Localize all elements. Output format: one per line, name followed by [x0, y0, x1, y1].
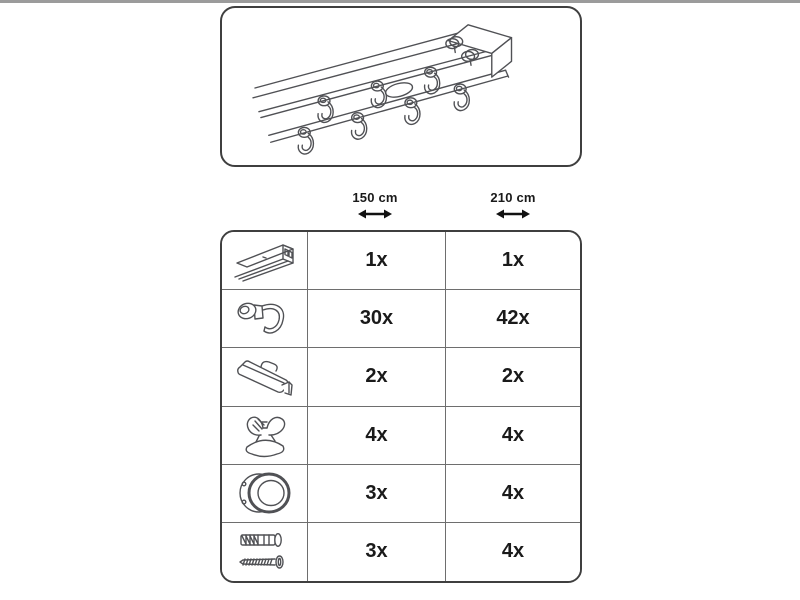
size-label-210: 210 cm [490, 190, 536, 205]
qty-cell-150: 3x [308, 465, 446, 523]
qty-cell-210: 42x [446, 290, 580, 348]
part-icon-cell [222, 290, 308, 348]
qty-cell-210: 2x [446, 348, 580, 406]
qty-cell-210: 1x [446, 232, 580, 290]
curtain-track-illustration [229, 13, 573, 161]
qty-cell-150: 4x [308, 407, 446, 465]
qty-cell-150: 3x [308, 523, 446, 581]
part-icon-cell [222, 465, 308, 523]
double-arrow-icon [496, 208, 530, 220]
part-icon-cell [222, 407, 308, 465]
qty-cell-150: 30x [308, 290, 446, 348]
qty-cell-210: 4x [446, 465, 580, 523]
qty-cell-210: 4x [446, 523, 580, 581]
ring-mount-icon [230, 467, 300, 519]
size-header-210 [444, 190, 582, 220]
part-icon-cell [222, 348, 308, 406]
top-edge-bar [0, 0, 800, 3]
part-icon-cell [222, 523, 308, 581]
part-icon-cell [222, 232, 308, 290]
size-header-150 [306, 190, 444, 220]
double-arrow-icon [358, 208, 392, 220]
end-cap-icon [230, 351, 300, 403]
glider-hook-icon [230, 293, 300, 345]
plug-screw-icon [230, 526, 300, 578]
qty-cell-150: 2x [308, 348, 446, 406]
wing-bracket-icon [230, 409, 300, 461]
rail-icon [230, 235, 300, 287]
qty-cell-150: 1x [308, 232, 446, 290]
parts-quantity-table [220, 230, 582, 583]
qty-cell-210: 4x [446, 407, 580, 465]
illustration-panel [220, 6, 582, 167]
size-label-150: 150 cm [352, 190, 398, 205]
